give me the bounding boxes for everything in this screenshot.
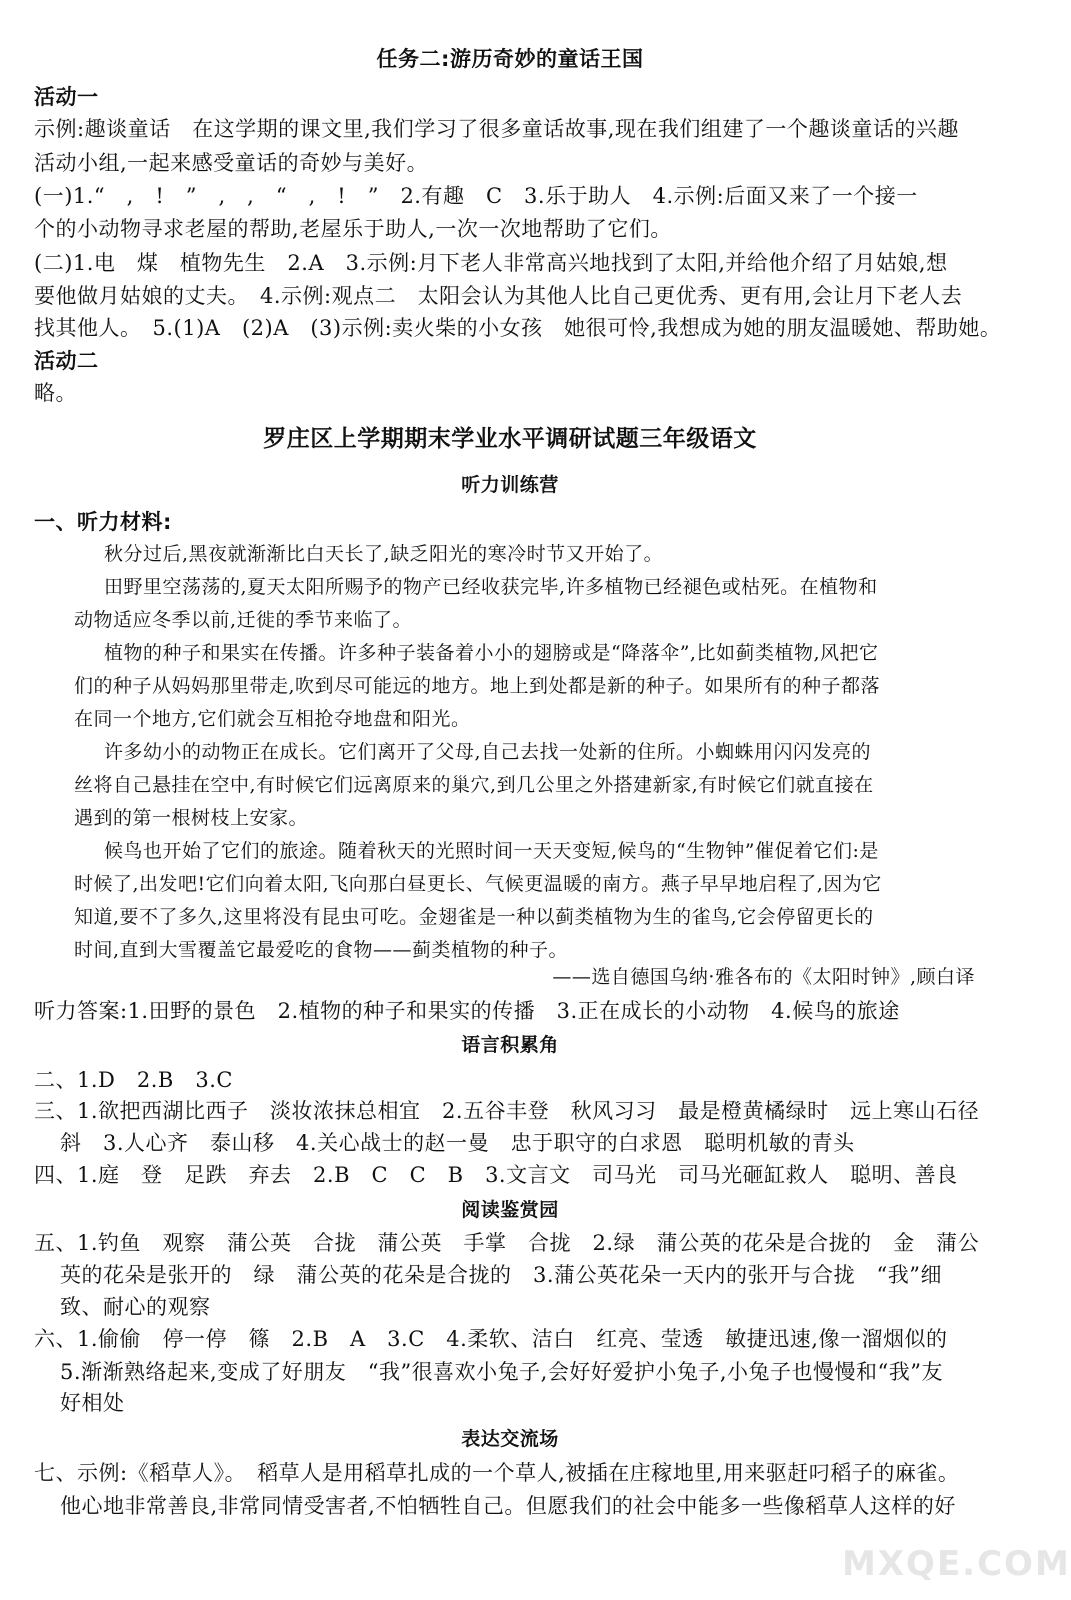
listening-paragraph: 植物的种子和果实在传播。许多种子装备着小小的翅膀或是“降落伞”,比如蓟类植物,风把它 xyxy=(104,642,879,664)
activity2-text: 略。 xyxy=(34,381,77,405)
reading-line: 六、1.偷偷 停一停 篠 2.B A 3.C 4.柔软、洁白 红亮、莹透 敏捷迅速,像一溜烟似的 xyxy=(34,1327,948,1351)
task2-line: 示例:趣谈童话 在这学期的课文里,我们学习了很多童话故事,现在我们组建了一个趣谈童话的兴趣 xyxy=(34,117,959,141)
listening-paragraph: 丝将自己悬挂在空中,有时候它们远离原来的巢穴,到几公里之外搭建新家,有时候它们就直接在 xyxy=(74,774,874,796)
listening-paragraph: 许多幼小的动物正在成长。它们离开了父母,自己去找一处新的住所。小蜘蛛用闪闪发亮的 xyxy=(104,741,872,763)
language-line: 二、1.D 2.B 3.C xyxy=(34,1068,233,1092)
reading-line: 致、耐心的观察 xyxy=(60,1295,211,1319)
listening-q1-label: 一、听力材料: xyxy=(34,510,172,534)
expression-line: 他心地非常善良,非常同情受害者,不怕牺牲自己。但愿我们的社会中能多一些像稻草人这样的好 xyxy=(60,1494,956,1518)
listening-paragraph: 时间,直到大雪覆盖它最爱吃的食物——蓟类植物的种子。 xyxy=(74,939,569,961)
site-watermark: MXQE.COM xyxy=(842,1544,1071,1584)
task2-line: 要他做月姑娘的丈夫。 4.示例:观点二 太阳会认为其他人比自己更优秀、更有用,会让月下老人去 xyxy=(34,284,963,308)
listening-paragraph: 遇到的第一根树枝上安家。 xyxy=(74,807,309,829)
language-line: 斜 3.人心齐 泰山移 4.关心战士的赵一曼 忠于职守的白求恩 聪明机敏的青头 xyxy=(60,1131,855,1155)
listening-paragraph: 时候了,出发吧!它们向着太阳,飞向那白昼更长、气候更温暖的南方。燕子早早地启程了,因为它 xyxy=(74,873,882,895)
listening-paragraph: 在同一个地方,它们就会互相抢夺地盘和阳光。 xyxy=(74,708,471,730)
expression-line: 七、示例:《稻草人》。 稻草人是用稻草扎成的一个草人,被插在庄稼地里,用来驱赶叼稻子的麻雀。 xyxy=(34,1461,960,1485)
reading-line: 五、1.钓鱼 观察 蒲公英 合拢 蒲公英 手掌 合拢 2.绿 蒲公英的花朵是合拢的 金 蒲公 xyxy=(34,1231,980,1255)
activity2-heading: 活动二 xyxy=(34,349,99,373)
exam-title: 罗庄区上学期期末学业水平调研试题三年级语文 xyxy=(263,426,757,452)
activity1-heading: 活动一 xyxy=(34,85,99,109)
language-line: 四、1.庭 登 足跌 弃去 2.B C C B 3.文言文 司马光 司马光砸缸救人 聪明、善良 xyxy=(34,1163,958,1187)
reading-line: 好相处 xyxy=(60,1391,125,1415)
task2-title: 任务二:游历奇妙的童话王国 xyxy=(376,47,644,71)
listening-heading: 听力训练营 xyxy=(461,474,559,496)
listening-source: ——选自德国乌纳·雅各布的《太阳时钟》,顾白译 xyxy=(552,966,975,988)
task2-line: 找其他人。 5.(1)A (2)A (3)示例:卖火柴的小女孩 她很可怜,我想成为她的朋友温暖她、帮助她。 xyxy=(34,316,1002,340)
listening-paragraph: 候鸟也开始了它们的旅途。随着秋天的光照时间一天天变短,候鸟的“生物钟”催促着它们:是 xyxy=(104,840,879,862)
listening-paragraph: 动物适应冬季以前,迁徙的季节来临了。 xyxy=(74,609,413,631)
task2-line: (一)1.“ , ! ” , , “ , ! ” 2.有趣 C 3.乐于助人 4.示例:后面又来了一个接一 xyxy=(34,184,918,208)
expression-heading: 表达交流场 xyxy=(461,1428,559,1450)
language-line: 三、1.欲把西湖比西子 淡妆浓抹总相宜 2.五谷丰登 秋风习习 最是橙黄橘绿时 远上寒山石径 xyxy=(34,1099,980,1123)
listening-paragraph: 田野里空荡荡的,夏天太阳所赐予的物产已经收获完毕,许多植物已经褪色或枯死。在植物和 xyxy=(104,576,878,598)
reading-heading: 阅读鉴赏园 xyxy=(461,1199,559,1221)
listening-paragraph: 知道,要不了多久,这里将没有昆虫可吃。金翅雀是一种以蓟类植物为生的雀鸟,它会停留更长的 xyxy=(74,906,874,928)
reading-line: 5.渐渐熟络起来,变成了好朋友 “我”很喜欢小兔子,会好好爱护小兔子,小兔子也慢慢和“我”友 xyxy=(60,1360,944,1384)
task2-line: (二)1.电 煤 植物先生 2.A 3.示例:月下老人非常高兴地找到了太阳,并给他介绍了月姑娘,想 xyxy=(34,251,948,275)
listening-paragraph: 秋分过后,黑夜就渐渐比白天长了,缺乏阳光的寒冷时节又开始了。 xyxy=(104,543,664,565)
language-heading: 语言积累角 xyxy=(461,1034,559,1056)
reading-line: 英的花朵是张开的 绿 蒲公英的花朵是合拢的 3.蒲公英花朵一天内的张开与合拢 “我”细 xyxy=(60,1263,943,1287)
listening-paragraph: 们的种子从妈妈那里带走,吹到尽可能远的地方。地上到处都是新的种子。如果所有的种子都落 xyxy=(74,675,881,697)
task2-line: 个的小动物寻求老屋的帮助,老屋乐于助人,一次一次地帮助了它们。 xyxy=(34,217,672,241)
task2-line: 活动小组,一起来感受童话的奇妙与美好。 xyxy=(34,151,429,175)
listening-answer: 听力答案:1.田野的景色 2.植物的种子和果实的传播 3.正在成长的小动物 4.候鸟的旅途 xyxy=(34,999,900,1023)
